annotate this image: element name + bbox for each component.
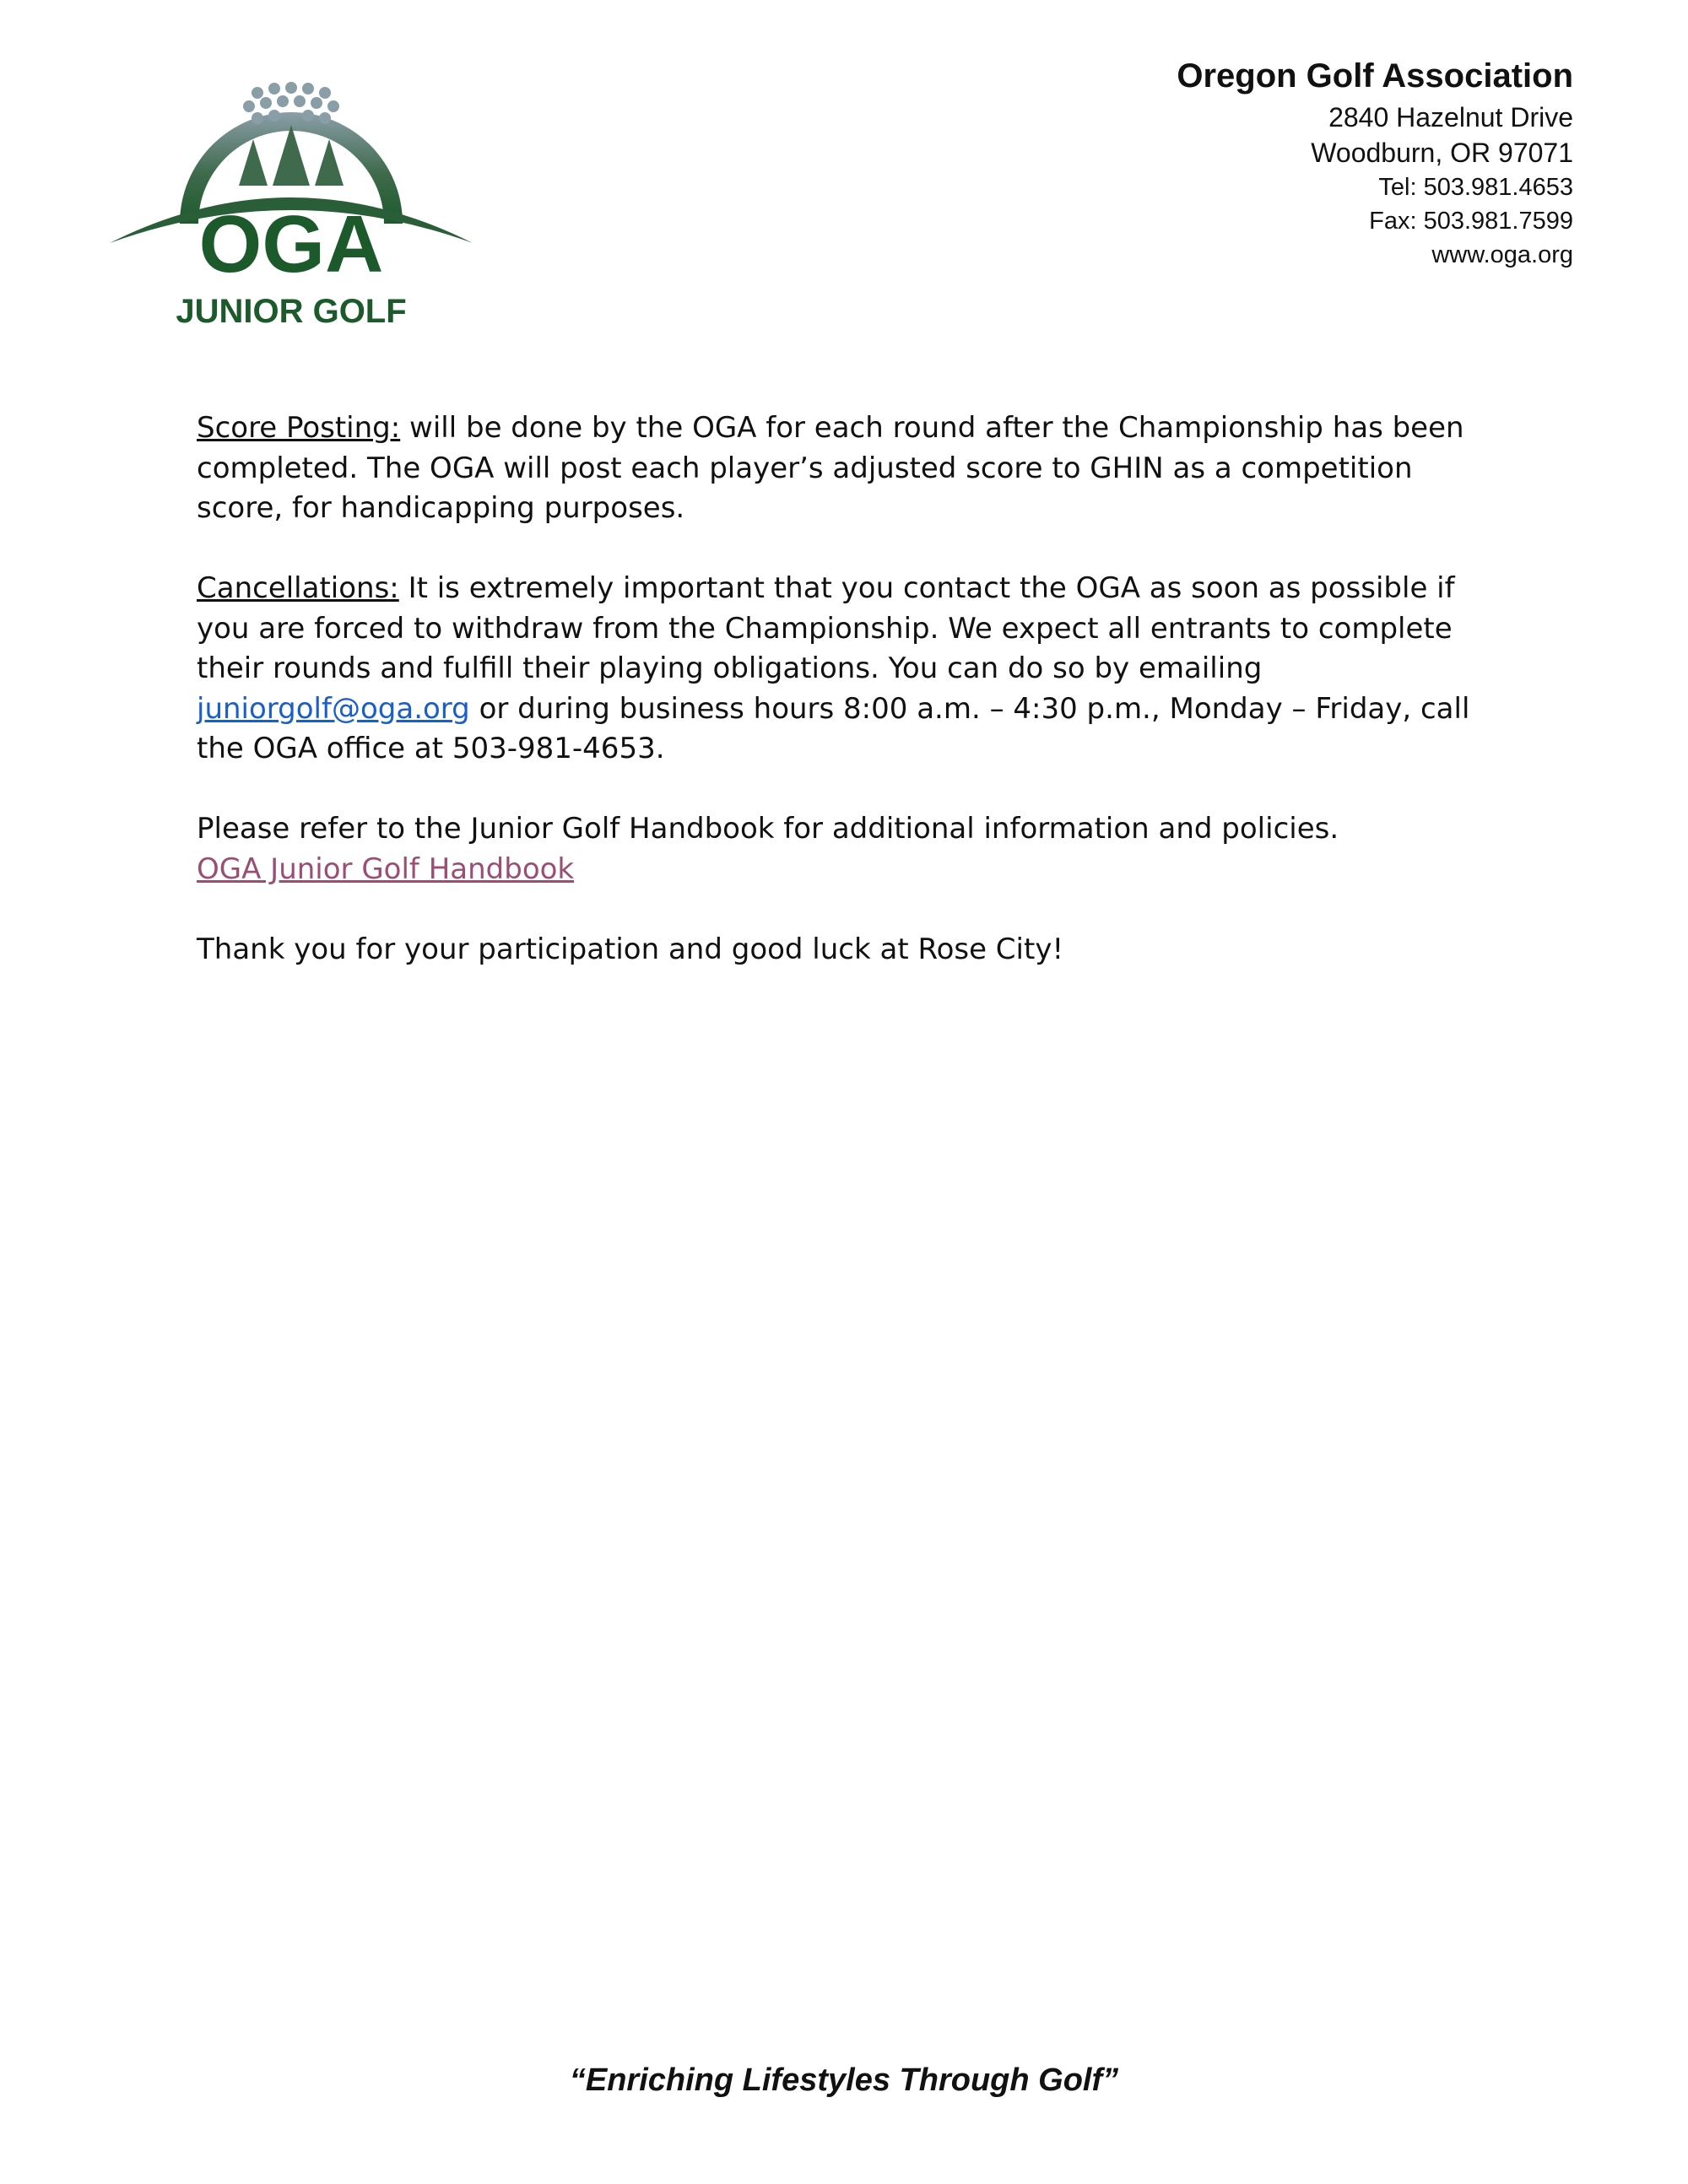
score-posting-text: will be done by the OGA for each round after the Championship has been completed. The OGA will post each player’s adjusted score to GHIN as a competition score, for handicapping purposes.: [197, 411, 1464, 525]
handbook-link[interactable]: OGA Junior Golf Handbook: [197, 851, 575, 886]
footer-tagline: “Enriching Lifestyles Through Golf”: [569, 2062, 1119, 2098]
website: www.oga.org: [1431, 241, 1573, 268]
logo-junior-golf-text: JUNIOR GOLF: [176, 293, 407, 329]
handbook-paragraph: [197, 809, 1488, 889]
score-posting-heading: Score Posting:: [197, 411, 401, 445]
thanks-paragraph: Thank you for your participation and good luck at Rose City!: [197, 932, 1064, 966]
cancellations-text-2: or during business hours 8:00 a.m. – 4:30 p.m., Monday – Friday, call the OGA office at 503-981-4653.: [197, 691, 1470, 765]
address-line-2: Woodburn, OR 97071: [1311, 138, 1573, 168]
refer-text: Please refer to the Junior Golf Handbook for additional information and policies.: [197, 812, 1339, 846]
cancellations-text: It is extremely important that you contact the OGA as soon as possible if you are forced to withdraw from the Championship. We expect all entrants to complete their rounds and fulfill their playing obligations. You can do so by emailing: [197, 571, 1455, 685]
score-posting-paragraph: [197, 408, 1488, 529]
cancellations-heading: Cancellations:: [197, 571, 399, 605]
letter-body: [197, 408, 1488, 1010]
org-name: Oregon Golf Association: [1177, 57, 1573, 95]
email-link[interactable]: juniorgolf@oga.org: [197, 691, 470, 726]
logo-oga-text: OGA: [198, 199, 384, 289]
cancellations-paragraph: [197, 569, 1488, 770]
address-line-1: 2840 Hazelnut Drive: [1328, 102, 1573, 132]
oga-junior-golf-logo: [106, 51, 477, 329]
fax: Fax: 503.981.7599: [1369, 208, 1573, 235]
letterhead-contact: [1177, 52, 1573, 272]
telephone: Tel: 503.981.4653: [1378, 174, 1573, 201]
